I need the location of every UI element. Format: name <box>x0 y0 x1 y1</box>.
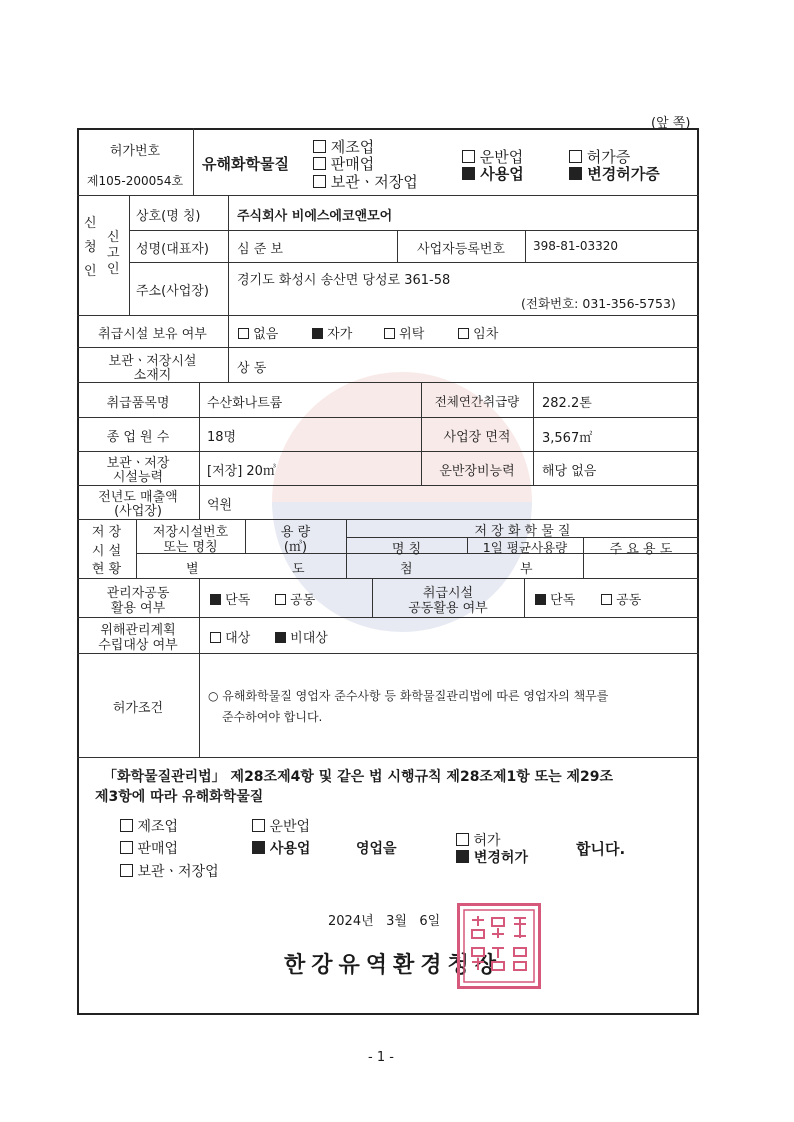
storage-col-chem-name: 명 칭 <box>391 542 422 557</box>
sales-label: 전년도 매출액 <box>98 490 178 505</box>
consign-checkbox[interactable] <box>384 328 395 339</box>
facility-single-checkbox[interactable] <box>535 594 546 605</box>
address-value: 경기도 화성시 송산면 당성로 361-58 <box>237 273 451 288</box>
manager-joint-label-2: 활용 여부 <box>110 601 166 616</box>
annual-amount-value: 282.2톤 <box>542 396 592 411</box>
transport-capacity-value: 해당 없음 <box>542 464 597 479</box>
business-reg-label: 사업자등록번호 <box>417 242 505 257</box>
capacity-value: [저장] 20㎥ <box>207 464 276 479</box>
risk-nontarget-checkbox[interactable] <box>275 632 286 643</box>
business-category: 유해화학물질 <box>202 155 289 173</box>
type-transport: 운반업 <box>462 146 523 167</box>
stmt-sales-checkbox[interactable] <box>120 841 133 854</box>
storage-location-value: 상 동 <box>237 361 267 376</box>
type-sales: 판매업 <box>313 153 374 174</box>
own-checkbox[interactable] <box>312 328 323 339</box>
facility-joint-label: 취급시설 <box>422 586 474 601</box>
separate-char-3: 첨 <box>400 562 413 577</box>
storage-col-number-2: 또는 명칭 <box>163 540 218 555</box>
capacity-label-2: 시설능력 <box>112 470 164 485</box>
product-value: 수산화나트륨 <box>207 396 283 411</box>
stmt-option-storage: 보관ㆍ저장업 <box>120 861 219 881</box>
type-permit: 허가증 <box>569 146 630 167</box>
employees-label: 종 업 원 수 <box>106 430 170 445</box>
storage-location-label: 보관ㆍ저장시설 <box>108 354 197 369</box>
storage-checkbox[interactable] <box>313 175 326 188</box>
manager-joint-checkbox[interactable] <box>275 594 286 605</box>
capacity-label: 보관ㆍ저장 <box>106 456 170 471</box>
facility-joint-checkbox[interactable] <box>601 594 612 605</box>
type-manufacture: 제조업 <box>313 136 374 157</box>
separate-char-1: 별 <box>186 562 199 577</box>
stmt-transport-checkbox[interactable] <box>252 819 265 832</box>
area-value: 3,567㎡ <box>542 431 593 446</box>
facility-joint-option-joint: 공동 <box>601 589 641 608</box>
stmt-manufacture-checkbox[interactable] <box>120 819 133 832</box>
type-storage: 보관ㆍ저장업 <box>313 171 418 192</box>
facility-option-consign: 위탁 <box>384 323 424 342</box>
permit-number-label: 허가번호 <box>109 144 161 159</box>
type-change-permit: 변경허가증 <box>569 163 660 184</box>
risk-option-target: 대상 <box>210 627 250 646</box>
stmt-storage-checkbox[interactable] <box>120 864 133 877</box>
permit-checkbox[interactable] <box>569 150 582 163</box>
manager-single-checkbox[interactable] <box>210 594 221 605</box>
company-name-label: 상호(명 칭) <box>136 209 201 224</box>
representative-label: 성명(대표자) <box>136 242 209 257</box>
representative-value: 심 준 보 <box>237 242 283 257</box>
manager-option-joint: 공동 <box>275 589 315 608</box>
statement-line-2: 제3항에 따라 유해화학물질 <box>95 789 264 805</box>
manager-option-single: 단독 <box>210 589 250 608</box>
sales-value: 억원 <box>207 498 233 513</box>
business-reg-value: 398-81-03320 <box>533 239 619 253</box>
stmt-option-permit: 허가 <box>456 830 501 850</box>
official-seal <box>457 903 541 989</box>
reporter-group-label: 신고인 <box>107 230 120 277</box>
conditions-text-1: ○ 유해화학물질 영업자 준수사항 등 화학물질관리법에 따른 영업자의 책무를 <box>208 689 609 703</box>
separate-char-4: 부 <box>520 562 533 577</box>
employees-value: 18명 <box>207 430 237 445</box>
seal-mark <box>460 906 538 986</box>
product-label: 취급품목명 <box>106 396 170 411</box>
none-checkbox[interactable] <box>238 328 249 339</box>
storage-side-label-3: 현 황 <box>91 562 122 577</box>
stmt-option-sales: 판매업 <box>120 838 178 858</box>
facility-joint-option-single: 단독 <box>535 589 575 608</box>
statement-line-1: 「화학물질관리법」 제28조제4항 및 같은 법 시행규칙 제28조제1항 또는 제29조 <box>103 769 614 785</box>
stmt-use-checkbox[interactable] <box>252 841 265 854</box>
stmt-option-use: 사용업 <box>252 838 310 858</box>
issuer-name: 한강유역환경청장 <box>284 953 503 978</box>
permit-number-value: 제105-200054호 <box>86 174 184 188</box>
storage-side-label-1: 저 장 <box>91 525 122 540</box>
risk-target-checkbox[interactable] <box>210 632 221 643</box>
storage-col-capacity: 용 량 <box>280 525 311 540</box>
storage-col-daily-use: 1일 평균사용량 <box>482 540 568 555</box>
page-side-marker: (앞 쪽) <box>651 116 691 131</box>
annual-amount-label: 전체연간취급량 <box>434 394 520 409</box>
phone-value: (전화번호: 031-356-5753) <box>521 296 676 311</box>
applicant-group-label: 신청인 <box>84 216 97 279</box>
facility-option-own: 자가 <box>312 323 352 342</box>
storage-col-number: 저장시설번호 <box>152 525 229 540</box>
stmt-end-text: 합니다. <box>576 840 626 858</box>
manager-joint-label: 관리자공동 <box>106 586 170 601</box>
stmt-mid-text: 영업을 <box>356 841 397 857</box>
conditions-label: 허가조건 <box>112 701 164 716</box>
lease-checkbox[interactable] <box>458 328 469 339</box>
storage-col-main-use: 주 요 용 도 <box>609 542 673 557</box>
risk-option-nontarget: 비대상 <box>275 627 328 646</box>
storage-col-chemicals: 저 장 화 학 물 질 <box>474 524 571 539</box>
sales-label-2: (사업장) <box>114 504 162 519</box>
facility-option-lease: 임차 <box>458 323 498 342</box>
transport-capacity-label: 운반장비능력 <box>439 464 515 479</box>
type-use: 사용업 <box>462 163 524 184</box>
stmt-option-manufacture: 제조업 <box>120 816 178 836</box>
stmt-change-permit-checkbox[interactable] <box>456 850 469 863</box>
address-label: 주소(사업장) <box>136 284 209 299</box>
sales-checkbox[interactable] <box>313 157 326 170</box>
change-permit-checkbox[interactable] <box>569 167 582 180</box>
facility-option-none: 없음 <box>238 323 278 342</box>
conditions-text-2: 준수하여야 합니다. <box>222 710 323 724</box>
stmt-option-change-permit: 변경허가 <box>456 847 528 867</box>
area-label: 사업장 면적 <box>443 430 511 445</box>
manufacture-checkbox[interactable] <box>313 140 326 153</box>
use-checkbox[interactable] <box>462 167 475 180</box>
risk-plan-label-2: 수립대상 여부 <box>98 638 178 653</box>
storage-side-label-2: 시 설 <box>91 544 122 559</box>
separate-char-2: 도 <box>292 562 305 577</box>
storage-col-capacity-unit: (㎥) <box>283 540 308 555</box>
page-number: - 1 - <box>368 1050 394 1065</box>
facility-joint-label-2: 공동활용 여부 <box>408 601 488 616</box>
transport-checkbox[interactable] <box>462 150 475 163</box>
risk-plan-label: 위해관리계획 <box>100 623 176 638</box>
facility-ownership-label: 취급시설 보유 여부 <box>98 327 207 342</box>
company-name-value: 주식회사 비에스에코앤모어 <box>237 209 393 224</box>
storage-location-label-2: 소재지 <box>133 368 172 383</box>
issue-date: 2024년 3월 6일 <box>328 914 441 929</box>
stmt-option-transport: 운반업 <box>252 816 310 836</box>
stmt-permit-checkbox[interactable] <box>456 833 469 846</box>
